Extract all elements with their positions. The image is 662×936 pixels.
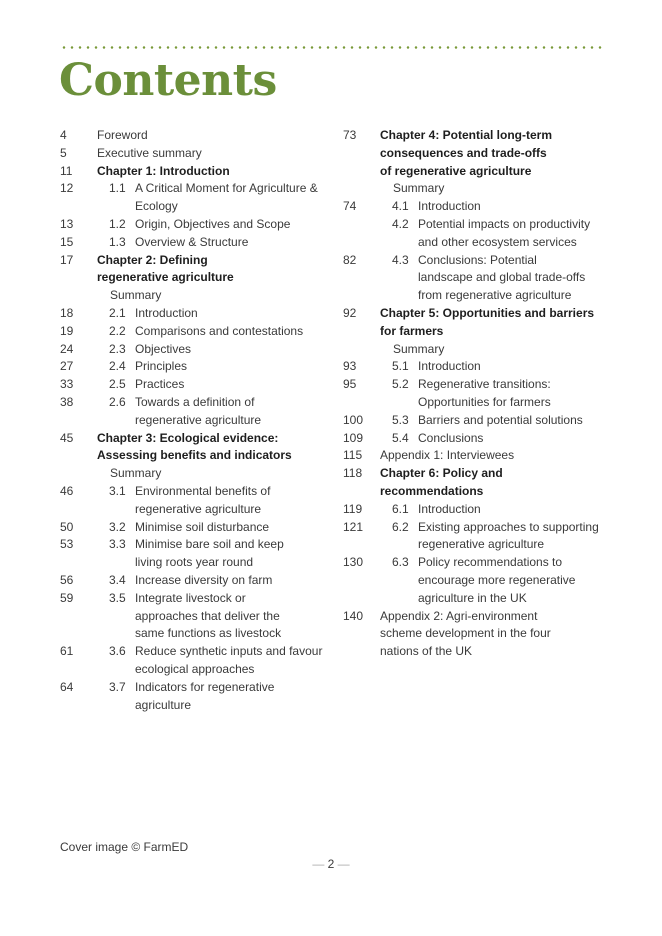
- toc-section-1-1[interactable]: [60, 180, 325, 216]
- toc-section-title: Policy recommendations to encourage more regenerative agriculture in the UK: [418, 555, 576, 605]
- toc-section-number: 2.5: [109, 377, 126, 392]
- toc-page-number: 95: [343, 377, 357, 392]
- toc-chapter-5[interactable]: [343, 305, 598, 341]
- toc-page-number: 33: [60, 377, 74, 392]
- toc-section-number: 2.4: [109, 359, 126, 374]
- toc-section-number: 3.1: [109, 483, 126, 498]
- toc-section-number: 5.3: [392, 412, 409, 427]
- page-number-value: 2: [327, 857, 335, 871]
- toc-section-number: 3.7: [109, 679, 126, 694]
- toc-section-title: Origin, Objectives and Scope: [135, 216, 291, 231]
- toc-section-2-5[interactable]: [60, 376, 325, 394]
- toc-section-number: 3.2: [109, 519, 126, 534]
- toc-page-number: 11: [60, 163, 73, 178]
- toc-section-5-4[interactable]: [343, 430, 605, 448]
- toc-section-5-2[interactable]: [343, 376, 568, 412]
- toc-chapter-title: Chapter 6: Policy and recommendations: [380, 466, 503, 498]
- toc-chapter-4[interactable]: [343, 127, 558, 180]
- toc-page-number: 82: [343, 252, 357, 267]
- toc-entry-appendix-1[interactable]: [343, 447, 605, 465]
- toc-section-title: Practices: [135, 377, 185, 392]
- toc-page-number: 17: [60, 252, 74, 267]
- toc-page-number: 121: [343, 519, 364, 534]
- toc-chapter-title: Chapter 1: Introduction: [97, 163, 230, 178]
- toc-section-number: 4.2: [392, 216, 409, 231]
- toc-section-title: Towards a definition of regenerative agriculture: [135, 394, 262, 427]
- toc-summary-title: Summary: [110, 288, 162, 303]
- toc-section-1-2[interactable]: [60, 216, 325, 234]
- toc-summary-title: Summary: [110, 466, 162, 481]
- toc-chapter-title: Chapter 3: Ecological evidence: Assessing benefits and indicators: [97, 430, 292, 463]
- toc-section-number: 2.2: [109, 323, 126, 338]
- toc-section-title: Barriers and potential solutions: [418, 412, 583, 427]
- toc-section-4-2[interactable]: [343, 216, 593, 252]
- toc-section-number: 2.3: [109, 341, 126, 356]
- toc-page-number: 27: [60, 359, 74, 374]
- toc-section-2-2[interactable]: [60, 323, 325, 341]
- toc-section-number: 1.3: [109, 234, 126, 249]
- page-number-dash-right: —: [334, 857, 350, 871]
- toc-section-2-6[interactable]: [60, 394, 290, 430]
- toc-section-2-4[interactable]: [60, 358, 325, 376]
- toc-section-number: 5.1: [392, 359, 409, 374]
- toc-section-title: Existing approaches to supporting regenerative agriculture: [418, 519, 599, 552]
- toc-section-title: Introduction: [418, 501, 481, 516]
- toc-page-number: 100: [343, 412, 364, 427]
- toc-section-title: Reduce synthetic inputs and favour ecological approaches: [135, 644, 323, 676]
- toc-section-3-6[interactable]: [60, 643, 325, 679]
- toc-summary-chapter-2[interactable]: [60, 287, 325, 305]
- toc-page-number: 15: [60, 234, 74, 249]
- toc-section-title: A Critical Moment for Agriculture & Ecology: [135, 181, 318, 214]
- toc-page-number: 61: [60, 644, 74, 659]
- toc-section-3-3[interactable]: [60, 536, 300, 572]
- toc-summary-chapter-4[interactable]: [343, 180, 605, 198]
- toc-section-title: Introduction: [418, 359, 481, 374]
- toc-chapter-2[interactable]: [60, 252, 275, 288]
- toc-chapter-1[interactable]: [60, 163, 325, 181]
- page-title: Contents: [59, 55, 277, 106]
- toc-section-title: Minimise bare soil and keep living roots year round: [135, 537, 284, 570]
- toc-page-number: 56: [60, 572, 74, 587]
- page-number-dash-left: —: [312, 857, 328, 871]
- toc-section-title: Minimise soil disturbance: [135, 519, 270, 534]
- toc-chapter-6[interactable]: [343, 465, 528, 501]
- toc-page-number: 130: [343, 555, 364, 570]
- toc-entry-title: Foreword: [97, 128, 148, 142]
- toc-summary-title: Summary: [393, 341, 445, 356]
- toc-section-3-4[interactable]: [60, 572, 325, 590]
- toc-entry-foreword[interactable]: [60, 127, 325, 145]
- dotted-rule: [60, 46, 605, 49]
- toc-section-6-1[interactable]: [343, 501, 605, 519]
- page-number: [0, 857, 662, 871]
- toc-entry-executive-summary[interactable]: [60, 145, 325, 163]
- toc-page-number: 5: [60, 145, 67, 160]
- toc-section-number: 6.1: [392, 501, 409, 516]
- toc-page-number: 115: [343, 448, 363, 463]
- toc-left-column: [60, 127, 325, 714]
- toc-page-number: 59: [60, 590, 74, 605]
- toc-page-number: 74: [343, 199, 357, 214]
- toc-chapter-3[interactable]: [60, 430, 310, 466]
- toc-section-number: 1.2: [109, 216, 126, 231]
- toc-section-number: 2.6: [109, 394, 126, 409]
- toc-page-number: 13: [60, 216, 74, 231]
- toc-section-2-1[interactable]: [60, 305, 325, 323]
- toc-page-number: 45: [60, 430, 74, 445]
- toc-section-title: Objectives: [135, 341, 192, 356]
- toc-page-number: 18: [60, 305, 74, 320]
- toc-chapter-title: Chapter 5: Opportunities and barriers for farmers: [380, 305, 595, 338]
- toc-section-number: 5.2: [392, 377, 409, 392]
- toc-section-number: 3.6: [109, 644, 126, 659]
- toc-page-number: 118: [343, 466, 363, 481]
- toc-page-number: 109: [343, 430, 364, 445]
- toc-section-number: 4.3: [392, 252, 409, 267]
- toc-section-5-3[interactable]: [343, 412, 605, 430]
- toc-section-title: Increase diversity on farm: [135, 572, 273, 587]
- toc-section-number: 2.1: [109, 305, 126, 320]
- toc-page-number: 12: [60, 181, 74, 196]
- toc-section-number: 3.4: [109, 572, 126, 587]
- toc-page-number: 4: [60, 128, 67, 142]
- toc-summary-chapter-5[interactable]: [343, 341, 605, 359]
- toc-summary-chapter-3[interactable]: [60, 465, 325, 483]
- toc-section-4-3[interactable]: [343, 252, 593, 305]
- toc-section-number: 5.4: [392, 430, 409, 445]
- toc-page-number: 53: [60, 537, 74, 552]
- toc-section-4-1[interactable]: [343, 198, 605, 216]
- toc-section-title: Overview & Structure: [135, 234, 249, 249]
- toc-chapter-title: Chapter 4: Potential long-term consequences and trade-offs of regenerative agriculture: [380, 128, 553, 178]
- cover-image-credit: Cover image © FarmED: [60, 840, 189, 854]
- toc-section-title: Environmental benefits of regenerative agriculture: [135, 483, 271, 516]
- toc-entry-title: Appendix 2: Agri-environment scheme development in the four nations of the UK: [380, 608, 551, 659]
- toc-section-6-3[interactable]: [343, 554, 583, 607]
- toc-section-3-1[interactable]: [60, 483, 295, 519]
- toc-section-title: Introduction: [418, 199, 481, 214]
- toc-page-number: 46: [60, 483, 74, 498]
- toc-entry-title: Executive summary: [97, 145, 202, 160]
- toc-section-3-5[interactable]: [60, 590, 310, 643]
- toc-section-3-2[interactable]: [60, 519, 325, 537]
- toc-page-number: 92: [343, 305, 357, 320]
- toc-section-title: Principles: [135, 359, 188, 374]
- toc-entry-appendix-2[interactable]: [343, 608, 553, 661]
- toc-section-number: 3.5: [109, 590, 126, 605]
- toc-section-1-3[interactable]: [60, 234, 325, 252]
- toc-section-title: Indicators for regenerative agriculture: [135, 679, 275, 712]
- toc-right-column: [343, 127, 605, 661]
- toc-page-number: 50: [60, 519, 74, 534]
- toc-section-title: Introduction: [135, 305, 198, 320]
- toc-section-title: Regenerative transitions: Opportunities for farmers: [418, 377, 551, 409]
- toc-page-number: 93: [343, 359, 357, 374]
- toc-section-number: 4.1: [392, 199, 409, 214]
- toc-summary-title: Summary: [393, 181, 445, 196]
- toc-section-3-7[interactable]: [60, 679, 300, 715]
- toc-page-number: 38: [60, 394, 74, 409]
- toc-page-number: 119: [343, 501, 363, 516]
- toc-entry-title: Appendix 1: Interviewees: [380, 448, 515, 463]
- toc-page-number: 64: [60, 679, 74, 694]
- toc-section-title: Conclusions: [418, 430, 484, 445]
- toc-section-number: 1.1: [109, 181, 126, 196]
- toc-section-title: Conclusions: Potential landscape and global trade-offs from regenerative agriculture: [418, 252, 586, 303]
- toc-section-title: Potential impacts on productivity and other ecosystem services: [418, 216, 591, 249]
- toc-section-title: Integrate livestock or approaches that deliver the same functions as livestock: [135, 590, 282, 641]
- toc-chapter-title: Chapter 2: Defining regenerative agriculture: [97, 252, 234, 285]
- toc-section-number: 3.3: [109, 537, 126, 552]
- toc-page-number: 19: [60, 323, 74, 338]
- toc-section-2-3[interactable]: [60, 341, 325, 359]
- toc-section-6-2[interactable]: [343, 519, 605, 555]
- toc-section-5-1[interactable]: [343, 358, 605, 376]
- toc-section-number: 6.3: [392, 555, 409, 570]
- toc-section-number: 6.2: [392, 519, 409, 534]
- toc-section-title: Comparisons and contestations: [135, 323, 304, 338]
- toc-page-number: 73: [343, 128, 357, 142]
- toc-page-number: 24: [60, 341, 74, 356]
- toc-page-number: 140: [343, 608, 364, 623]
